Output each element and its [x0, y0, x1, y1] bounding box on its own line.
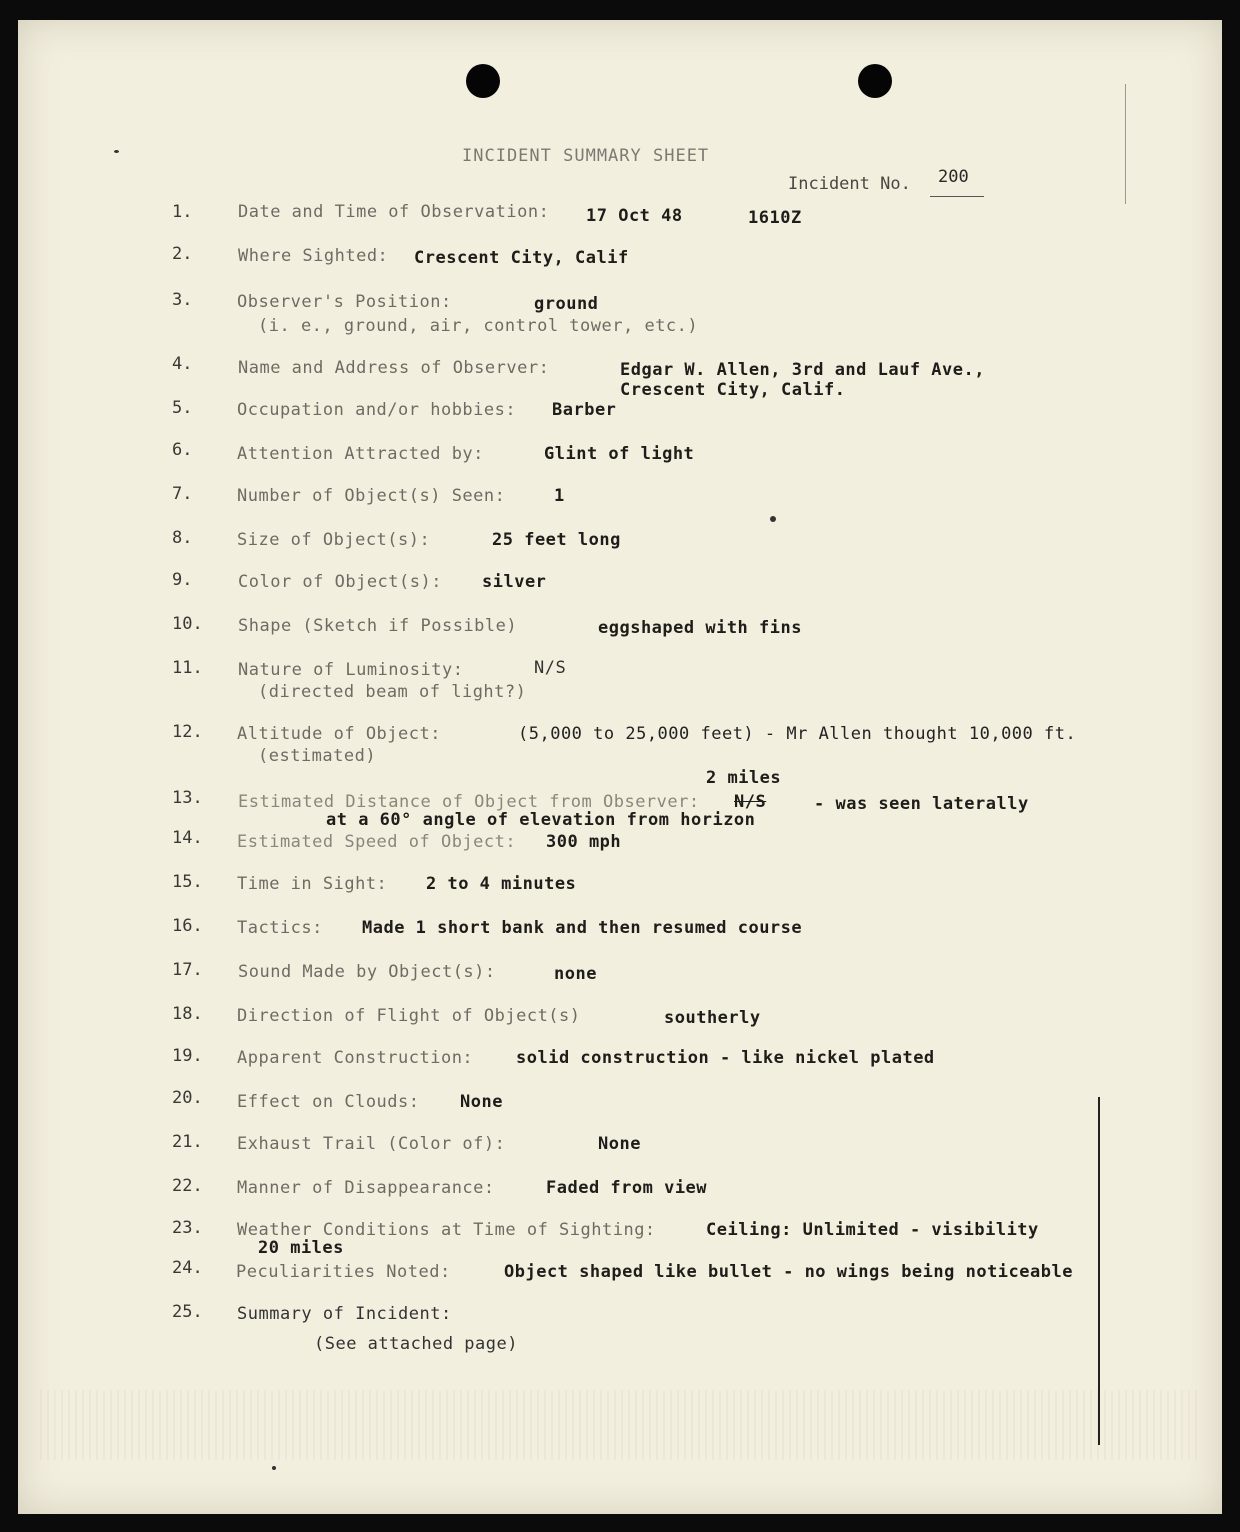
object-count-value: 1 — [554, 486, 565, 506]
item-number: 20. — [172, 1088, 203, 1108]
incident-number-value: 200 — [938, 167, 969, 187]
observer-address-value: Crescent City, Calif. — [620, 380, 846, 400]
ink-speck — [272, 1466, 276, 1470]
clouds-effect-label: Effect on Clouds: — [237, 1092, 420, 1112]
where-sighted-value: Crescent City, Calif — [414, 248, 629, 268]
observer-name-label: Name and Address of Observer: — [238, 358, 550, 378]
disappearance-label: Manner of Disappearance: — [237, 1178, 495, 1198]
luminosity-value: N/S — [534, 658, 567, 678]
ink-speck — [770, 516, 776, 522]
where-sighted-label: Where Sighted: — [238, 246, 389, 266]
summary-note: (See attached page) — [314, 1334, 518, 1354]
exhaust-trail-label: Exhaust Trail (Color of): — [237, 1134, 506, 1154]
sound-label: Sound Made by Object(s): — [238, 962, 496, 982]
tactics-label: Tactics: — [237, 918, 323, 938]
summary-label: Summary of Incident: — [237, 1304, 452, 1324]
object-color-value: silver — [482, 572, 547, 592]
distance-value: 2 miles — [706, 768, 782, 788]
luminosity-label: Nature of Luminosity: — [238, 660, 464, 680]
item-number: 2. — [172, 244, 193, 264]
distance-struck-value: N/S — [734, 792, 767, 812]
attention-value: Glint of light — [544, 444, 695, 464]
object-size-label: Size of Object(s): — [237, 530, 431, 550]
altitude-label: Altitude of Object: — [237, 724, 441, 744]
item-number: 11. — [172, 658, 203, 678]
time-value: 1610Z — [748, 208, 802, 228]
weather-value: Ceiling: Unlimited - visibility — [706, 1220, 1039, 1240]
attention-label: Attention Attracted by: — [237, 444, 484, 464]
sheet-title: INCIDENT SUMMARY SHEET — [462, 146, 710, 166]
item-number: 19. — [172, 1046, 203, 1066]
item-number: 3. — [172, 290, 193, 310]
observer-position-value: ground — [534, 294, 599, 314]
altitude-value: (5,000 to 25,000 feet) - Mr Allen thought 10,000 ft. — [518, 724, 1077, 744]
item-number: 9. — [172, 570, 193, 590]
observer-name-value: Edgar W. Allen, 3rd and Lauf Ave., — [620, 360, 985, 380]
item-number: 17. — [172, 960, 203, 980]
distance-note: - was seen laterally — [814, 794, 1029, 814]
date-time-label: Date and Time of Observation: — [238, 202, 550, 222]
exhaust-trail-value: None — [598, 1134, 641, 1154]
incident-number-label: Incident No. — [788, 174, 911, 194]
flight-direction-value: southerly — [664, 1008, 761, 1028]
weather-label: Weather Conditions at Time of Sighting: — [237, 1220, 656, 1240]
sound-value: none — [554, 964, 597, 984]
item-number: 12. — [172, 722, 203, 742]
occupation-label: Occupation and/or hobbies: — [237, 400, 517, 420]
object-shape-value: eggshaped with fins — [598, 618, 802, 638]
time-in-sight-value: 2 to 4 minutes — [426, 874, 577, 894]
luminosity-hint: (directed beam of light?) — [258, 682, 527, 702]
time-in-sight-label: Time in Sight: — [237, 874, 388, 894]
object-count-label: Number of Object(s) Seen: — [237, 486, 506, 506]
observer-position-hint: (i. e., ground, air, control tower, etc.) — [258, 316, 699, 336]
item-number: 24. — [172, 1258, 203, 1278]
item-number: 18. — [172, 1004, 203, 1024]
item-number: 4. — [172, 354, 193, 374]
flight-direction-label: Direction of Flight of Object(s) — [237, 1006, 581, 1026]
weather-visibility-value: 20 miles — [258, 1238, 344, 1258]
item-number: 14. — [172, 828, 203, 848]
item-number: 7. — [172, 484, 193, 504]
date-value: 17 Oct 48 — [586, 206, 683, 226]
ink-speck — [114, 150, 119, 153]
item-number: 25. — [172, 1302, 203, 1322]
margin-line-top — [1125, 84, 1126, 204]
altitude-hint: (estimated) — [258, 746, 377, 766]
object-shape-label: Shape (Sketch if Possible) — [238, 616, 518, 636]
clouds-effect-value: None — [460, 1092, 503, 1112]
speed-value: 300 mph — [546, 832, 622, 852]
construction-label: Apparent Construction: — [237, 1048, 474, 1068]
distance-elevation-note: at a 60° angle of elevation from horizon — [326, 810, 756, 830]
construction-value: solid construction - like nickel plated — [516, 1048, 935, 1068]
item-number: 10. — [172, 614, 203, 634]
distance-label: Estimated Distance of Object from Observer: — [238, 792, 700, 812]
item-number: 22. — [172, 1176, 203, 1196]
tactics-value: Made 1 short bank and then resumed course — [362, 918, 803, 938]
item-number: 8. — [172, 528, 193, 548]
speed-label: Estimated Speed of Object: — [237, 832, 517, 852]
observer-position-label: Observer's Position: — [237, 292, 452, 312]
item-number: 23. — [172, 1218, 203, 1238]
punch-hole-right — [858, 64, 892, 98]
disappearance-value: Faded from view — [546, 1178, 708, 1198]
item-number: 6. — [172, 440, 193, 460]
item-number: 13. — [172, 788, 203, 808]
paper-texture — [40, 1390, 1200, 1460]
object-size-value: 25 feet long — [492, 530, 621, 550]
peculiarities-value: Object shaped like bullet - no wings being noticeable — [504, 1262, 1073, 1282]
occupation-value: Barber — [552, 400, 617, 420]
margin-line — [1098, 1097, 1100, 1445]
object-color-label: Color of Object(s): — [238, 572, 442, 592]
item-number: 5. — [172, 398, 193, 418]
punch-hole-left — [466, 64, 500, 98]
item-number: 15. — [172, 872, 203, 892]
incident-number-underline — [930, 196, 984, 197]
peculiarities-label: Peculiarities Noted: — [236, 1262, 451, 1282]
item-number: 16. — [172, 916, 203, 936]
item-number: 21. — [172, 1132, 203, 1152]
item-number: 1. — [172, 202, 193, 222]
